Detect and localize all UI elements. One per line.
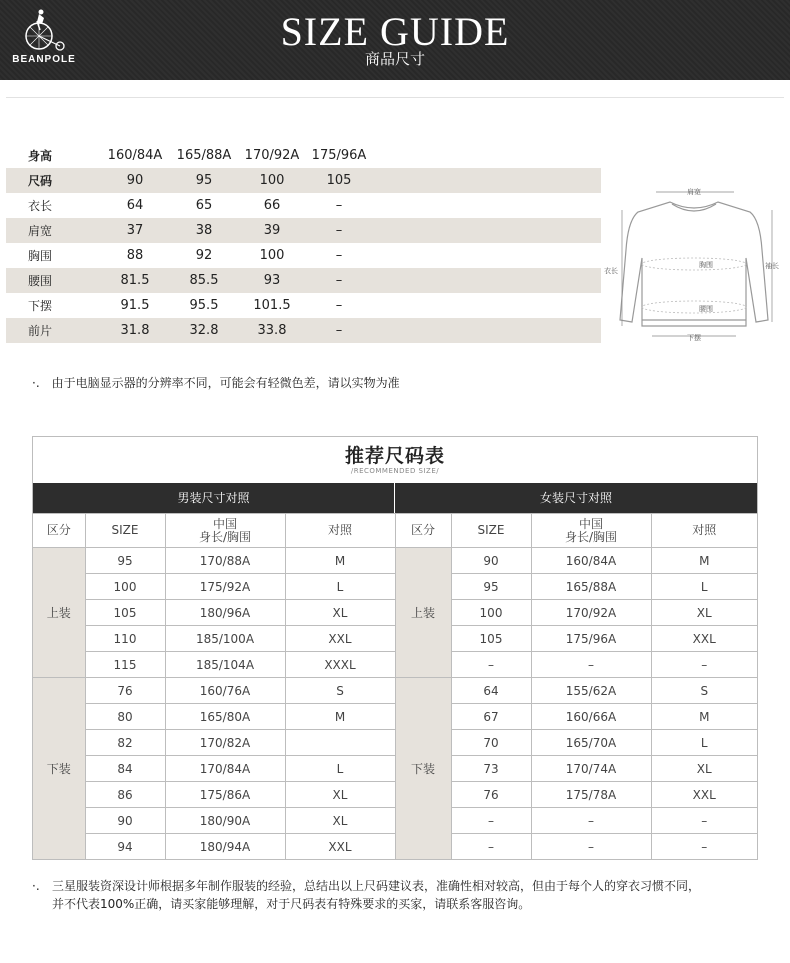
cell: 81.5	[120, 273, 150, 288]
table-cell: 100	[85, 574, 165, 600]
col-cn: 中国 身长/胸围	[531, 514, 651, 548]
cell: 33.8	[257, 323, 287, 338]
cell: 32.8	[189, 323, 219, 338]
table-cell: 185/104A	[165, 652, 285, 678]
chest-label: 胸围	[699, 261, 713, 269]
note-text: 由于电脑显示器的分辨率不同，可能会有轻微色差，请以实物为准	[51, 376, 400, 390]
cell: 100	[259, 248, 285, 263]
col-cn: 中国 身长/胸围	[165, 514, 285, 548]
row-label: 肩宽	[28, 224, 53, 238]
sweater-diagram	[600, 180, 788, 350]
cell: 66	[263, 198, 281, 213]
table-cell: 170/88A	[165, 548, 285, 574]
col-match: 对照	[285, 514, 395, 548]
group-label: 下装	[395, 678, 451, 860]
cell: –	[335, 323, 343, 338]
table-cell: –	[531, 834, 651, 860]
table-cell: XXL	[651, 782, 757, 808]
table-cell: 94	[85, 834, 165, 860]
cell: 85.5	[189, 273, 219, 288]
table-cell: XXL	[285, 626, 395, 652]
size-row	[6, 168, 601, 193]
bottoms-section	[33, 678, 757, 860]
table-cell: L	[651, 574, 757, 600]
table-cell: 84	[85, 756, 165, 782]
cell: 95.5	[189, 298, 219, 313]
table-cell: 185/100A	[165, 626, 285, 652]
table-cell: 180/96A	[165, 600, 285, 626]
table-cell: –	[451, 808, 531, 834]
length-label: 衣长	[604, 267, 618, 275]
table-cell: 155/62A	[531, 678, 651, 704]
table-cell: –	[651, 808, 757, 834]
table-cell: M	[651, 548, 757, 574]
cell: –	[335, 223, 343, 238]
table-cell: XXXL	[285, 652, 395, 678]
size-advice-note	[32, 877, 700, 913]
table-cell: 64	[451, 678, 531, 704]
color-disclaimer	[32, 374, 400, 391]
table-cell: XL	[651, 600, 757, 626]
cell: 93	[263, 273, 281, 288]
row-label: 胸围	[28, 249, 53, 263]
women-section-label: 女装尺寸对照	[539, 491, 612, 505]
table-cell: 165/80A	[165, 704, 285, 730]
column-header-row	[33, 514, 757, 548]
recommended-title: 推荐尺码表	[344, 445, 445, 467]
table-cell: S	[651, 678, 757, 704]
col-section: 区分	[395, 514, 451, 548]
waist-label: 腰围	[699, 305, 713, 313]
col-size: SIZE	[85, 514, 165, 548]
cell: 37	[126, 223, 144, 238]
tops-section	[33, 548, 757, 678]
table-cell: 170/74A	[531, 756, 651, 782]
note-bullet: ·.	[32, 879, 40, 893]
table-cell: 180/90A	[165, 808, 285, 834]
header-cell: 身高	[28, 149, 53, 163]
table-row	[33, 678, 757, 704]
table-cell: 170/84A	[165, 756, 285, 782]
table-cell: 76	[451, 782, 531, 808]
table-cell: 86	[85, 782, 165, 808]
cell: 39	[263, 223, 281, 238]
hem-label: 下摆	[687, 334, 701, 342]
group-label: 下装	[33, 678, 85, 860]
table-cell: 80	[85, 704, 165, 730]
header-banner	[0, 0, 790, 80]
table-cell: L	[285, 574, 395, 600]
col-size: SIZE	[451, 514, 531, 548]
table-cell: 160/84A	[531, 548, 651, 574]
table-cell: 175/96A	[531, 626, 651, 652]
recommended-size-table	[32, 436, 758, 860]
col-section: 区分	[33, 514, 85, 548]
table-cell: XL	[651, 756, 757, 782]
table-cell: M	[285, 548, 395, 574]
table-cell: L	[651, 730, 757, 756]
table-cell: 170/92A	[531, 600, 651, 626]
table-cell: XL	[285, 782, 395, 808]
size-row	[6, 293, 601, 318]
cell: –	[335, 248, 343, 263]
group-label: 上装	[33, 548, 85, 678]
table-cell: 95	[451, 574, 531, 600]
size-table-header	[6, 143, 601, 168]
table-cell: 73	[451, 756, 531, 782]
table-cell: 105	[85, 600, 165, 626]
table-cell: 90	[85, 808, 165, 834]
table-cell: 95	[85, 548, 165, 574]
size-table	[6, 143, 601, 343]
table-cell: 165/70A	[531, 730, 651, 756]
note-line: 并不代表100%正确，请买家能够理解，对于尺码表有特殊要求的买家，请联系客服咨询。	[52, 897, 531, 911]
table-cell: –	[451, 652, 531, 678]
cell: 90	[126, 173, 144, 188]
cell: 92	[195, 248, 213, 263]
table-cell: –	[451, 834, 531, 860]
table-cell: 90	[451, 548, 531, 574]
cell: 100	[259, 173, 285, 188]
note-line: 三星服装资深设计师根据多年制作服装的经验，总结出以上尺码建议表，准确性相对较高，但由于每个人的穿衣习惯不同，	[52, 879, 701, 893]
table-cell: 110	[85, 626, 165, 652]
table-cell: –	[531, 808, 651, 834]
table-cell: 175/78A	[531, 782, 651, 808]
size-row	[6, 243, 601, 268]
row-label: 尺码	[28, 174, 53, 188]
table-cell: XL	[285, 600, 395, 626]
size-row	[6, 268, 601, 293]
table-cell: 82	[85, 730, 165, 756]
table-cell: –	[651, 652, 757, 678]
size-row	[6, 193, 601, 218]
table-cell: L	[285, 756, 395, 782]
table-cell: 170/82A	[165, 730, 285, 756]
cell: 91.5	[120, 298, 150, 313]
table-cell: XL	[285, 808, 395, 834]
size-row	[6, 218, 601, 243]
cell: –	[335, 273, 343, 288]
brand-name: BEANPOLE	[12, 54, 76, 65]
table-cell: 115	[85, 652, 165, 678]
shoulder-label: 肩宽	[687, 188, 701, 196]
sleeve-label: 袖长	[765, 262, 779, 270]
row-label: 前片	[28, 324, 53, 338]
cell: 101.5	[253, 298, 291, 313]
header-cell: 160/84A	[107, 148, 163, 163]
table-cell: 70	[451, 730, 531, 756]
row-label: 腰围	[28, 274, 53, 288]
cell: 31.8	[120, 323, 150, 338]
men-section-label: 男装尺寸对照	[33, 483, 395, 513]
table-cell: –	[531, 652, 651, 678]
note-bullet: ·.	[32, 376, 40, 390]
table-cell: 105	[451, 626, 531, 652]
cell: 65	[195, 198, 213, 213]
gender-header-bar	[33, 483, 757, 513]
recommended-grid	[33, 513, 757, 860]
cell: 64	[126, 198, 144, 213]
cell: 38	[195, 223, 213, 238]
table-cell: 160/66A	[531, 704, 651, 730]
header-cell: 170/92A	[244, 148, 300, 163]
table-cell: 165/88A	[531, 574, 651, 600]
table-cell: XXL	[651, 626, 757, 652]
table-cell: 160/76A	[165, 678, 285, 704]
table-cell: M	[285, 704, 395, 730]
header-cell: 165/88A	[176, 148, 232, 163]
table-cell: 175/92A	[165, 574, 285, 600]
cell: 105	[326, 173, 352, 188]
table-cell	[285, 730, 395, 756]
table-cell: M	[651, 704, 757, 730]
table-cell: –	[651, 834, 757, 860]
page-subtitle: 商品尺寸	[364, 50, 425, 68]
row-label: 下摆	[28, 299, 53, 313]
col-match: 对照	[651, 514, 757, 548]
table-cell: 180/94A	[165, 834, 285, 860]
header-cell: 175/96A	[311, 148, 367, 163]
table-cell: 100	[451, 600, 531, 626]
cell: 88	[126, 248, 144, 263]
table-cell: 76	[85, 678, 165, 704]
group-label: 上装	[395, 548, 451, 678]
recommended-subtitle: /RECOMMENDED SIZE/	[350, 467, 440, 475]
table-cell: S	[285, 678, 395, 704]
table-cell: 67	[451, 704, 531, 730]
cell: –	[335, 298, 343, 313]
table-cell: XXL	[285, 834, 395, 860]
table-cell: 175/86A	[165, 782, 285, 808]
size-row	[6, 318, 601, 343]
cell: –	[335, 198, 343, 213]
cell: 95	[195, 173, 213, 188]
page-title: SIZE GUIDE	[280, 9, 510, 54]
table-row	[33, 548, 757, 574]
row-label: 衣长	[28, 199, 53, 213]
